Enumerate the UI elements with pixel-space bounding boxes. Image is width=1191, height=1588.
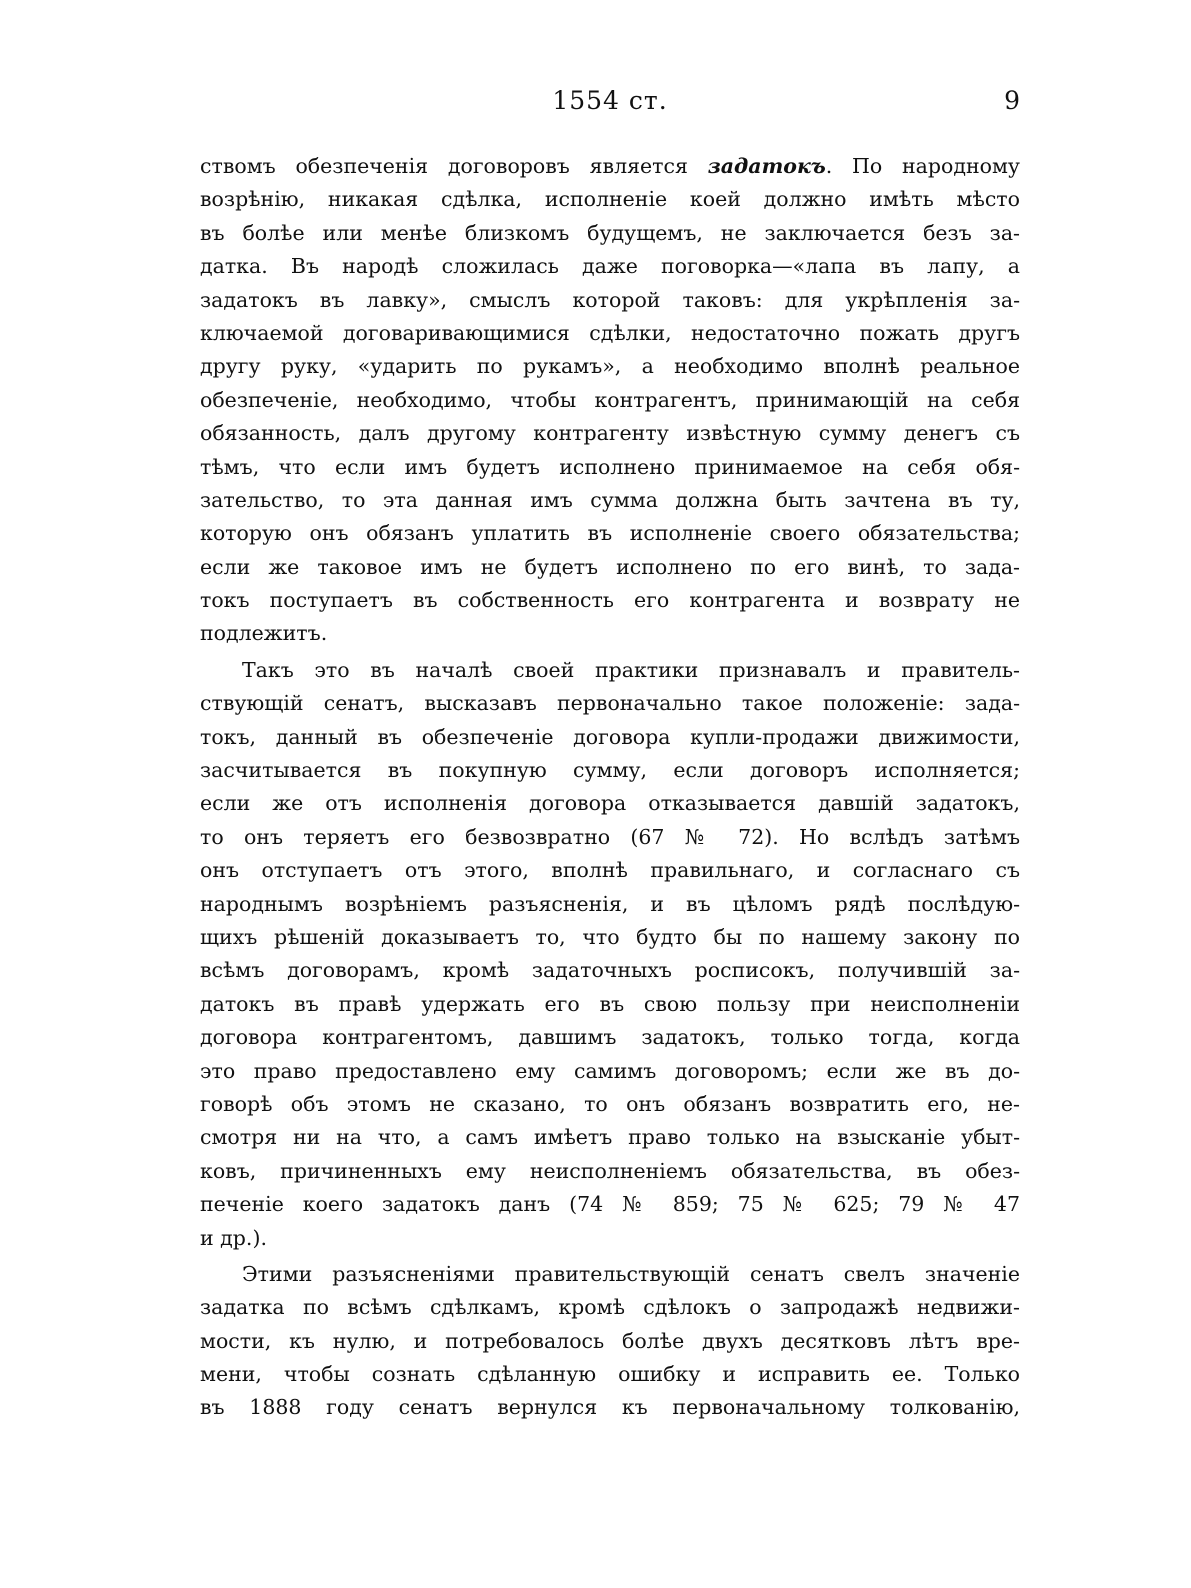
text-line: щихъ рѣшеній доказываетъ то, что будто бы по нашему закону по [200,924,1020,949]
text-line: онъ отступаетъ отъ этого, вполнѣ правильнаго, и согласнаго съ [200,858,1020,883]
text-line: ковъ, причиненныхъ ему неисполненіемъ обязательства, въ обез- [200,1158,1020,1183]
text-line: датокъ въ правѣ удержать его въ свою пользу при неисполненіи [200,991,1020,1016]
paragraph-3 [200,1258,1020,1425]
text-line: то онъ теряетъ его безвозвратно (67 № 72). Но вслѣдъ затѣмъ [200,824,1020,849]
text-line: подлежитъ. [200,621,328,646]
text-line: говорѣ объ этомъ не сказано, то онъ обязанъ возвратить его, не- [200,1091,1020,1116]
text-line: печеніе коего задатокъ данъ (74 № 859; 75 № 625; 79 № 47 [200,1192,1020,1217]
text-span: ствомъ обезпеченія договоровъ является [200,154,708,178]
text-line: мости, къ нулю, и потребовалось болѣе двухъ десятковъ лѣтъ вре- [200,1328,1020,1353]
text-line: обезпеченіе, необходимо, чтобы контрагентъ, принимающій на себя [200,387,1020,412]
text-line: въ болѣе или менѣе близкомъ будущемъ, не заключается безъ за- [200,220,1020,245]
text-line: датка. Въ народѣ сложилась даже поговорка—«лапа въ лапу, а [200,254,1020,279]
text-line: токъ поступаетъ въ собственность его контрагента и возврату не [200,588,1020,613]
text-line: и др.). [200,1225,267,1250]
text-line: въ 1888 году сенатъ вернулся къ первоначальному толкованію, [200,1395,1020,1420]
text-line: засчитывается въ покупную сумму, если договоръ исполняется; [200,758,1020,783]
text-line: мени, чтобы сознать сдѣланную ошибку и исправить ее. Только [200,1362,1020,1387]
text-line: если же таковое имъ не будетъ исполнено по его винѣ, то зада- [200,554,1020,579]
text-line: Такъ это въ началѣ своей практики признавалъ и правитель- [242,657,1020,682]
text-line: обязанность, далъ другому контрагенту извѣстную сумму денегъ съ [200,421,1020,446]
text-line: это право предоставлено ему самимъ договоромъ; если же въ до- [200,1058,1020,1083]
text-line: Этими разъясненіями правительствующій сенатъ свелъ значеніе [242,1261,1020,1286]
text-line: зательство, то эта данная имъ сумма должна быть зачтена въ ту, [200,487,1020,512]
text-line: народнымъ возрѣніемъ разъясненія, и въ цѣломъ рядѣ послѣдую- [200,891,1020,916]
body-text [200,150,1020,1428]
text-span: . По народному [825,154,1020,178]
article-reference: 1554 ст. [552,86,668,115]
text-line: которую онъ обязанъ уплатить въ исполненіе своего обязательства; [200,521,1020,546]
text-line: токъ, данный въ обезпеченіе договора купли-продажи движимости, [200,724,1020,749]
emphasized-term: задатокъ [707,154,826,178]
page-header [200,86,1020,122]
text-line: если же отъ исполненія договора отказывается давшій задатокъ, [200,791,1020,816]
paragraph-1 [200,150,1020,651]
text-line: ствующій сенатъ, высказавъ первоначально такое положеніе: зада- [200,691,1020,716]
text-line: другу руку, «ударить по рукамъ», а необходимо вполнѣ реальное [200,354,1020,379]
page-number: 9 [1004,86,1020,115]
text-line: смотря ни на что, а самъ имѣетъ право только на взысканіе убыт- [200,1125,1020,1150]
text-line: задатка по всѣмъ сдѣлкамъ, кромѣ сдѣлокъ о запродажѣ недвижи- [200,1295,1020,1320]
text-line [200,150,1020,183]
text-line: тѣмъ, что если имъ будетъ исполнено принимаемое на себя обя- [200,454,1020,479]
text-line: всѣмъ договорамъ, кромѣ задаточныхъ росписокъ, получившій за- [200,958,1020,983]
paragraph-2 [200,654,1020,1255]
text-line: договора контрагентомъ, давшимъ задатокъ, только тогда, когда [200,1025,1020,1050]
text-line: возрѣнію, никакая сдѣлка, исполненіе коей должно имѣть мѣсто [200,187,1020,212]
text-line: задатокъ въ лавку», смыслъ которой таковъ: для укрѣпленія за- [200,287,1020,312]
text-line: ключаемой договаривающимися сдѣлки, недостаточно пожать другъ [200,320,1020,345]
